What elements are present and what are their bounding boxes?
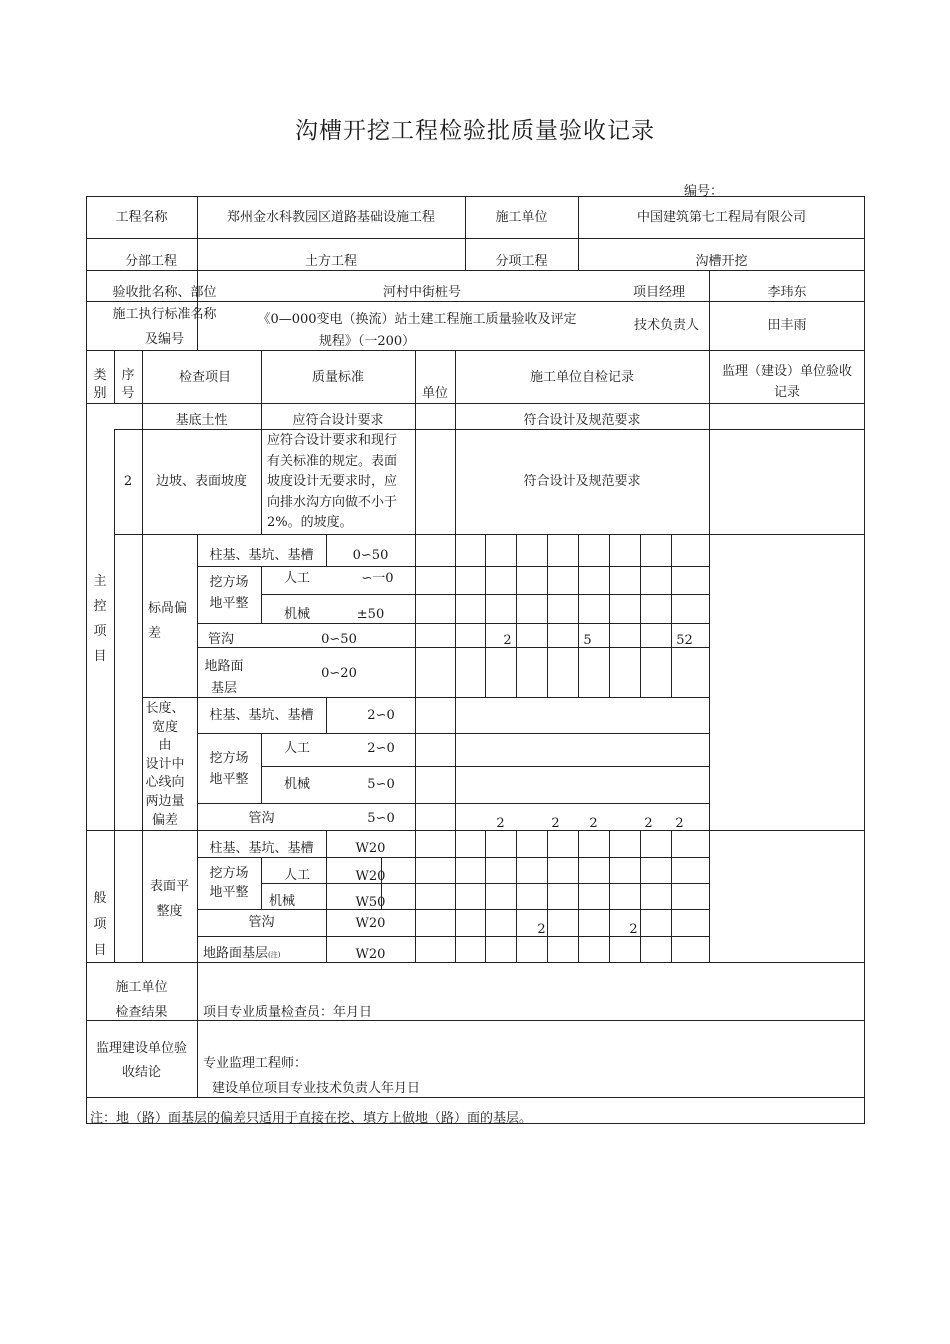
length-label-line: 偏差 [151, 812, 178, 828]
elev-r4-reading: 52 [676, 633, 693, 648]
main-category-char-1: 主 [93, 574, 107, 589]
col-seq-line1: 序 [121, 368, 135, 383]
length-r4-reading: 2 [675, 816, 684, 831]
subitem-label: 分项工程 [495, 254, 548, 269]
division-value: 土方工程 [304, 254, 357, 269]
general-category-char-3: 目 [93, 943, 107, 958]
length-label-line: 由 [158, 738, 172, 754]
col-unit: 单位 [421, 386, 448, 401]
contractor-result-label-line2: 检查结果 [115, 1005, 168, 1020]
flatness-label [142, 874, 197, 924]
standard-value-line1: 《0—000变电（换流）站土建工程施工质量验收及评定 [257, 312, 577, 327]
flat-r4-name: 管沟 [248, 915, 275, 930]
row2-standard-line: 坡度设计无要求时，应 [267, 474, 398, 489]
elev-r5-name [197, 656, 251, 700]
flat-r2-value: W20 [355, 869, 386, 884]
length-label-line: 心线向 [145, 775, 185, 791]
elev-r5-name-line: 地路面 [204, 659, 244, 674]
length-label-line: 宽度 [151, 719, 178, 735]
elev-r2-value: ∽一0 [361, 571, 394, 586]
flat-site-label-line: 地平整 [209, 885, 249, 900]
row1-standard: 应符合设计要求 [292, 413, 384, 428]
length-deviation-label [142, 700, 188, 830]
standard-value-line2: 规程》（一200） [318, 334, 416, 349]
manager-value: 李玮东 [767, 285, 807, 300]
row2-standard-line: 应符合设计要求和现行 [267, 433, 398, 448]
col-supervisor-line1: 监理（建设）单位验收 [721, 364, 852, 379]
elevation-deviation-label [142, 596, 203, 646]
flat-site-label [197, 864, 261, 902]
contractor-label: 施工单位 [495, 210, 548, 225]
elev-r4-value: 0∽50 [321, 632, 357, 647]
elev-site-label [197, 572, 261, 614]
quality-inspector-line: 项目专业质量检查员：年月日 [203, 1005, 373, 1020]
row2-seq: 2 [123, 474, 133, 489]
length-label-line: 两边量 [145, 793, 185, 809]
batch-label: 验收批名称、部位 [112, 285, 217, 300]
row2-record: 符合设计及规范要求 [523, 474, 641, 489]
elev-r4-reading: 5 [583, 633, 592, 648]
general-category-char-2: 项 [93, 917, 107, 932]
length-r4-reading: 2 [496, 816, 505, 831]
elev-r4-reading: 2 [503, 633, 512, 648]
footnote: 注：地（路）面基层的偏差只适用于直接在挖、填方上做地（路）面的基层。 [90, 1111, 533, 1126]
flat-r2-name: 人工 [283, 868, 310, 883]
flat-r4-reading: 2 [537, 922, 546, 937]
col-category-line1: 类 [93, 368, 107, 383]
main-category-char-3: 项 [93, 624, 107, 639]
row2-standard-line: 2%。的坡度。 [267, 515, 353, 530]
elevation-label-line: 差 [148, 626, 162, 641]
flat-site-label-line: 挖方场 [209, 866, 249, 881]
general-category-char-1: 般 [93, 891, 107, 906]
col-seq-line2: 号 [121, 386, 135, 401]
length-r4-reading: 2 [551, 816, 560, 831]
project-name-label: 工程名称 [115, 210, 168, 225]
col-item: 检查项目 [178, 370, 231, 385]
col-category-line2: 别 [93, 386, 107, 401]
length-site-label-line: 地平整 [209, 772, 249, 787]
serial-number-label: 编号： [684, 184, 724, 199]
main-category-char-4: 目 [93, 649, 107, 664]
manager-label: 项目经理 [632, 285, 685, 300]
supervising-engineer-line: 专业监理工程师： [203, 1056, 308, 1071]
row1-record: 符合设计及规范要求 [523, 413, 641, 428]
elev-r3-name: 机械 [283, 607, 310, 622]
division-label: 分部工程 [124, 254, 177, 269]
row2-standard-line: 向排水沟方向做不小于 [267, 494, 398, 510]
flat-r3-value: W50 [355, 895, 386, 910]
page-title: 沟槽开挖工程检验批质量验收记录 [295, 118, 655, 144]
length-r4-name: 管沟 [248, 811, 275, 826]
owner-tech-lead-line: 建设单位项目专业技术负责人年月日 [212, 1081, 421, 1096]
length-site-label [197, 748, 261, 790]
flat-r1-value: W20 [355, 841, 386, 856]
length-site-label-line: 挖方场 [209, 751, 249, 766]
contractor-result-label-line1: 施工单位 [115, 980, 168, 995]
flat-r5-value: W20 [355, 947, 386, 962]
row2-standard-line: 有关标准的规定。表面 [267, 453, 398, 469]
flat-r5-note: (注) [268, 951, 281, 959]
flat-r4-reading: 2 [629, 922, 638, 937]
flat-r5-name [203, 944, 326, 965]
col-standard: 质量标准 [311, 370, 364, 385]
elev-r1-name: 柱基、基坑、基槽 [209, 548, 314, 563]
length-r4-reading: 2 [644, 816, 653, 831]
length-r1-name: 柱基、基坑、基槽 [209, 708, 314, 723]
flat-r1-name: 柱基、基坑、基槽 [209, 841, 314, 856]
length-r2-name: 人工 [283, 741, 310, 756]
flat-r3-name: 机械 [268, 894, 295, 909]
standard-label-line1: 施工执行标准名称 [112, 307, 217, 322]
length-r4-value: 5∽0 [367, 811, 395, 826]
elev-r3-value: ±50 [356, 607, 385, 622]
elev-r1-value: 0∽50 [352, 548, 389, 563]
elev-r4-name: 管沟 [207, 632, 234, 647]
flatness-label-line: 整度 [156, 904, 183, 919]
batch-value: 河村中街桩号 [382, 285, 461, 300]
col-supervisor-line2: 记录 [773, 385, 800, 400]
elevation-label-line: 标咼偏 [148, 601, 188, 616]
elev-r5-value: 0∽20 [321, 666, 357, 681]
main-category-char-2: 控 [93, 599, 107, 614]
row2-standard-text [267, 431, 415, 534]
elev-r5-name-line: 基层 [210, 681, 237, 696]
length-r1-value: 2∽0 [367, 708, 395, 723]
subitem-value: 沟槽开挖 [695, 254, 748, 269]
contractor-value: 中国建筑第七工程局有限公司 [636, 210, 806, 225]
length-r3-value: 5∽0 [367, 777, 395, 792]
elev-r2-name: 人工 [283, 571, 310, 586]
tech-lead-label: 技术负责人 [633, 318, 699, 333]
elev-site-label-line: 地平整 [209, 596, 249, 611]
col-self-check: 施工单位自检记录 [529, 370, 634, 385]
length-label-line: 设计中 [145, 756, 185, 772]
elev-site-label-line: 挖方场 [209, 575, 249, 590]
length-r4-reading: 2 [589, 816, 598, 831]
length-label-line: 长度、 [145, 701, 185, 716]
flatness-label-line: 表面平 [149, 879, 189, 894]
supervisor-conclusion-label-line1: 监理建设单位验 [95, 1041, 187, 1056]
flat-r4-value: W20 [355, 916, 386, 931]
supervisor-conclusion-label-line2: 收结论 [121, 1065, 161, 1080]
flat-r5-name-text: 地路面基层 [203, 946, 269, 961]
tech-lead-value: 田丰雨 [767, 318, 807, 333]
standard-label-line2: 及编号 [144, 332, 184, 347]
length-r3-name: 机械 [283, 777, 310, 792]
row2-item: 边坡、表面坡度 [155, 474, 247, 489]
project-name-value: 郑州金水科教园区道路基础设施工程 [226, 210, 435, 225]
row1-item: 基底土性 [175, 413, 228, 428]
length-r2-value: 2∽0 [367, 741, 395, 756]
